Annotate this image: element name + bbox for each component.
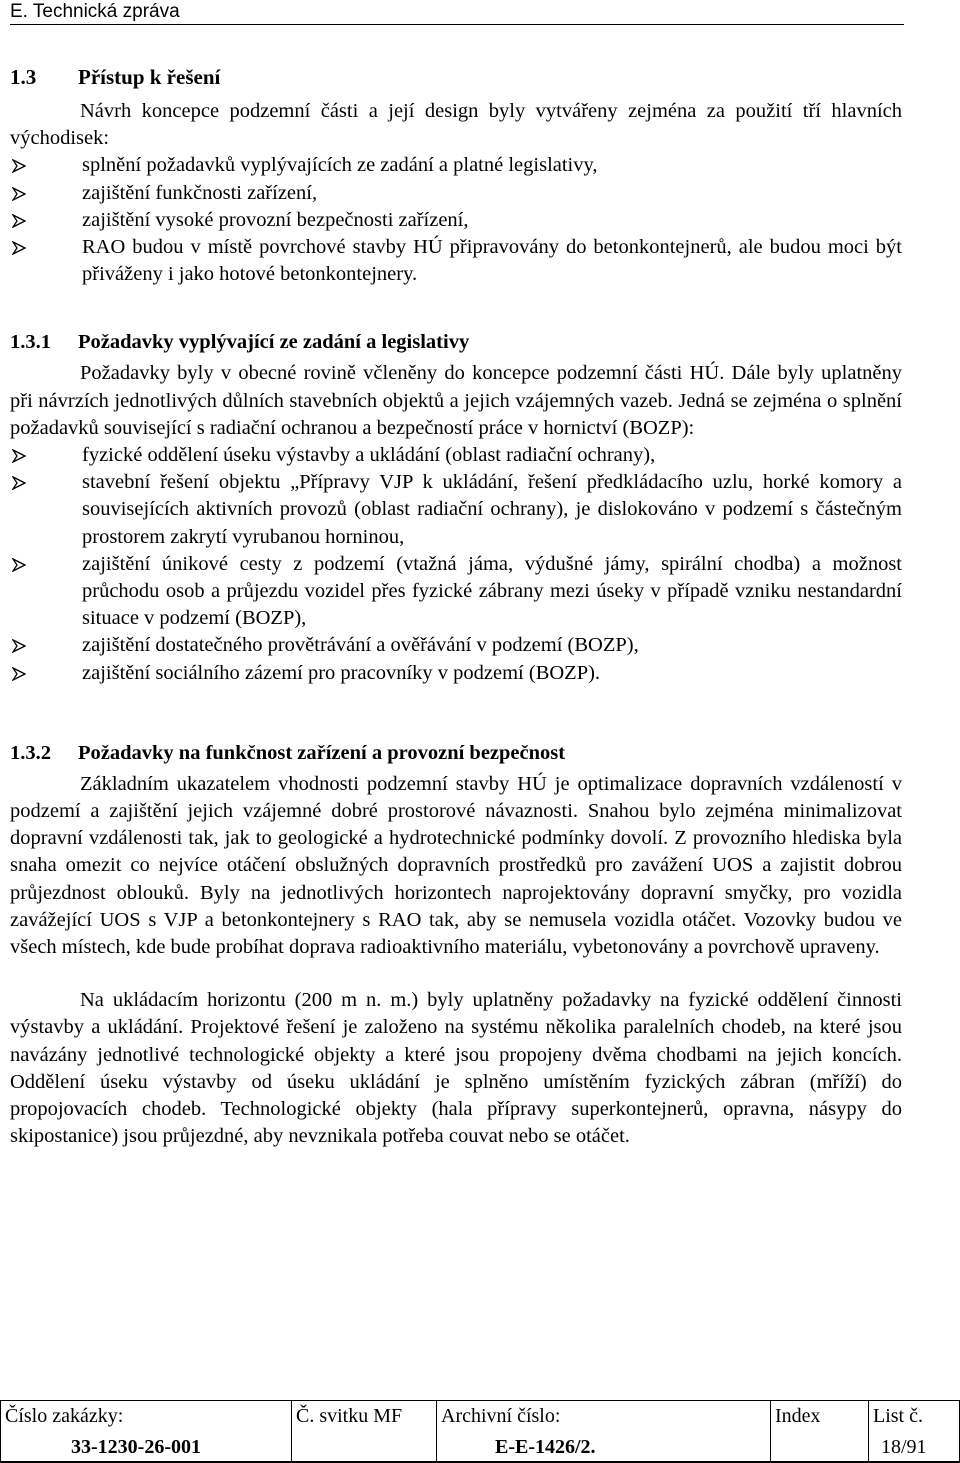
list-item: zajištění sociálního zázemí pro pracovníky v podzemí (BOZP). [10, 660, 902, 687]
document-body [10, 62, 902, 1151]
section-heading [10, 62, 902, 92]
subsection-paragraph: Požadavky byly v obecné rovině včleněny do koncepce podzemní části HÚ. Dále byly uplatněny při návrzích jednotlivých důlních stavebních objektů a jejich vzájemných vazeb. Jedná se zejména o splnění požadavků související s radiační ochranou a bezpečností práce v hornictví (BOZP): [10, 362, 902, 439]
intro-paragraph: Návrh koncepce podzemní části a její design byly vytvářeny zejména za použití tří hlavních východisek: [10, 100, 902, 150]
requirements-list [10, 442, 902, 687]
archive-number: E-E-1426/2. [495, 1436, 596, 1458]
section-number: 1.3 [10, 65, 37, 89]
list-item: zajištění dostatečného provětrávání a ověřávání v podzemí (BOZP), [10, 632, 902, 659]
intro-list [10, 152, 902, 288]
order-number-cell: Číslo zakázky: 33-1230-26-001 [5, 1405, 201, 1458]
arrow-bullet-icon [12, 241, 26, 255]
arrow-bullet-icon [12, 449, 26, 463]
arrow-bullet-icon [12, 476, 26, 490]
list-item: zajištění funkčnosti zařízení, [10, 180, 902, 207]
arrow-bullet-icon [12, 558, 26, 572]
page-header [10, 0, 904, 25]
list-item: RAO budou v místě povrchové stavby HÚ připravovány do betonkontejnerů, ale budou moci být přiváženy i jako hotové betonkontejnery. [10, 234, 902, 288]
subsection-title: Požadavky vyplývající ze zadání a legislativy [78, 331, 470, 354]
title-block [0, 1400, 960, 1463]
subsection-heading [10, 739, 902, 767]
subsection-number: 1.3.2 [10, 741, 51, 764]
list-item: fyzické oddělení úseku výstavby a ukládání (oblast radiační ochrany), [10, 442, 902, 469]
subsection-title: Požadavky na funkčnost zařízení a provozní bezpečnost [78, 741, 566, 764]
sheet-number-cell: List č. 18/91 [868, 1401, 951, 1461]
section-title: Přístup k řešení [78, 65, 221, 89]
scroll-number-cell: Č. svitku MF [291, 1401, 436, 1461]
order-number: 33-1230-26-001 [71, 1436, 201, 1458]
header-title: E. Technická zpráva [10, 1, 180, 22]
arrow-bullet-icon [12, 187, 26, 201]
list-item: zajištění vysoké provozní bezpečnosti zařízení, [10, 207, 902, 234]
sheet-number: 18/91 [881, 1436, 927, 1458]
list-item: splnění požadavků vyplývajících ze zadání a platné legislativy, [10, 152, 902, 179]
subsection-number: 1.3.1 [10, 331, 51, 354]
subsection-paragraph: Na ukládacím horizontu (200 m n. m.) byly uplatněny požadavky na fyzické oddělení činnosti výstavby a ukládání. Projektové řešení je založeno na systému několika paralelních chodeb, na které jsou navázány jednotlivé technologické objekty a které jsou propojeny dvěma chodbami na jejich koncích. Oddělení úseku výstavby od úseku ukládání je splněno umístěním fyzických zábran (mříží) do propojovacích chodeb. Technologické objekty (hala přípravy superkontejnerů, opravna, násypy do skipostanice) jsou průjezdné, aby nevznikala potřeba couvat nebo se otáčet. [10, 989, 902, 1148]
arrow-bullet-icon [12, 214, 26, 228]
subsection-paragraph: Základním ukazatelem vhodnosti podzemní stavby HÚ je optimalizace dopravních vzdáleností v podzemí a zajištění jejich vzájemné dobré prostorové návaznosti. Snahou bylo zejména minimalizovat dopravní vzdálenosti tak, jak to geologické a hydrotechnické podmínky dovolí. Z provozního hlediska byla snaha omezit co nejvíce otáčení obslužných dopravních prostředků pro zavážení UOS a zajistit dobrou průjezdnost oblouků. Byly na jednotlivých horizontech naprojektovány dopravní smyčky, pro vozidla zavážející UOS s VJP a betonkontejnery s RAO tak, aby se nemusela vozidla otáčet. Vozovky budou ve všech místech, kde bude probíhat doprava radioaktivního materiálu, vybetonovány a povrchově upraveny. [10, 772, 902, 959]
list-item: stavební řešení objektu „Přípravy VJP k ukládání, řešení předkládacího uzlu, horké komory a souvisejících aktivních provozů (oblast radiační ochrany), je dislokováno v podzemí s částečným prostorem zakrytí vyrubanou horninou, [10, 469, 902, 551]
arrow-bullet-icon [12, 667, 26, 681]
archive-number-cell: Archivní číslo: E-E-1426/2. [436, 1401, 770, 1461]
arrow-bullet-icon [12, 159, 26, 173]
subsection-heading [10, 328, 902, 356]
index-cell: Index [770, 1401, 868, 1461]
list-item: zajištění únikové cesty z podzemí (vtažná jáma, výdušné jámy, spirální chodba) a možnost průchodu osob a průjezdu vozidel přes fyzické zábrany mezi úseky v případě vzniku nestandardní situace v podzemí (BOZP), [10, 551, 902, 633]
arrow-bullet-icon [12, 639, 26, 653]
